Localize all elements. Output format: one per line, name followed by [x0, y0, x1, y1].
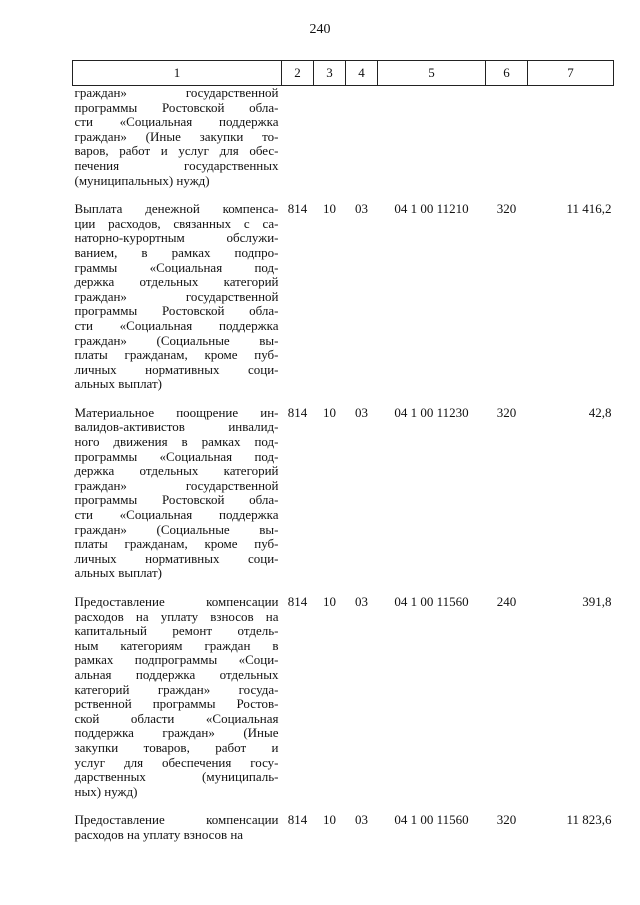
expense-type-code: 320	[496, 404, 517, 420]
description-line: капитальный ремонт отдель-	[74, 623, 279, 639]
row-description	[73, 595, 282, 813]
section-code: 10	[323, 812, 336, 828]
subsection-code: 03	[355, 404, 368, 420]
table-row	[73, 595, 614, 813]
amount: 11 823,6	[566, 812, 612, 828]
description-line: поддержка граждан» (Иные	[74, 725, 279, 741]
column-header: 2	[282, 61, 314, 86]
description-line: дарственных (муниципаль-	[74, 769, 279, 785]
subsection-code: 03	[355, 812, 368, 828]
description-line: Материальное поощрение ин-	[74, 404, 279, 420]
table-row	[73, 202, 614, 406]
expense-type-code	[486, 86, 528, 203]
description-line: программы Ростовской обла-	[74, 492, 279, 508]
ministry-code: 814	[287, 404, 308, 420]
subsection-code: 03	[355, 201, 368, 217]
budget-table	[72, 60, 614, 843]
section-code: 10	[323, 594, 336, 609]
description-line: (муниципальных) нужд)	[74, 172, 210, 188]
row-description	[73, 202, 282, 406]
column-header: 6	[486, 61, 528, 86]
description-line: личных нормативных соци-	[74, 361, 279, 377]
amount: 11 416,2	[566, 201, 612, 217]
description-line: закупки товаров, работ и	[74, 739, 279, 755]
description-line: альных выплат)	[74, 565, 163, 581]
description-line: категорий граждан» госуда-	[74, 681, 279, 697]
amount: 42,8	[588, 404, 612, 420]
description-line: рственной программы Ростов-	[74, 696, 279, 712]
description-line: Предоставление компенсации	[74, 812, 279, 828]
description-line: ской области «Социальная	[74, 710, 279, 726]
description-line: ных) нужд)	[74, 783, 138, 799]
description-line: программы «Социальная под-	[74, 448, 279, 464]
description-line: печения государственных	[74, 157, 279, 173]
description-line: граждан» государственной	[74, 85, 279, 100]
row-description	[73, 813, 282, 842]
description-line: граждан» государственной	[74, 288, 279, 304]
ministry-code: 814	[287, 812, 308, 828]
target-article-code: 04 1 00 11210	[394, 201, 469, 217]
ministry-code: 814	[287, 201, 308, 217]
description-line: Предоставление компенсации	[74, 594, 279, 609]
description-line: ным категориям граждан в	[74, 637, 279, 653]
row-description	[73, 86, 282, 203]
column-header: 5	[378, 61, 486, 86]
description-line: услуг для обеспечения госу-	[74, 754, 279, 770]
description-line: сти «Социальная поддержка	[74, 507, 279, 523]
column-header: 4	[346, 61, 378, 86]
description-line: граммы «Социальная под-	[74, 259, 279, 275]
amount: 391,8	[582, 594, 612, 609]
ministry-code	[282, 86, 314, 203]
page-number: 240	[309, 22, 331, 37]
description-line: наторно-курортным обслужи-	[74, 230, 279, 246]
description-line: сти «Социальная поддержка	[74, 317, 279, 333]
description-line: программы Ростовской обла-	[74, 99, 279, 115]
table-row	[73, 813, 614, 842]
description-line: держка отдельных категорий	[74, 463, 279, 479]
row-description	[73, 406, 282, 595]
description-line: валидов-активистов инвалид-	[74, 419, 279, 435]
description-line: рамках подпрограммы «Соци-	[74, 652, 279, 668]
target-article-code: 04 1 00 11560	[394, 812, 469, 828]
section-code: 10	[323, 404, 336, 420]
description-line: расходов на уплату взносов на	[74, 608, 279, 624]
target-article-code: 04 1 00 11560	[394, 594, 469, 609]
subsection-code	[346, 86, 378, 203]
column-header: 3	[314, 61, 346, 86]
expense-type-code: 240	[496, 594, 517, 609]
description-line: граждан» (Социальные вы-	[74, 521, 279, 537]
description-line: варов, работ и услуг для обес-	[74, 143, 279, 159]
section-code	[314, 86, 346, 203]
ministry-code: 814	[287, 594, 308, 609]
table-row	[73, 86, 614, 203]
header-row	[73, 61, 614, 86]
expense-type-code: 320	[496, 201, 517, 217]
amount	[528, 86, 614, 203]
table-row	[73, 406, 614, 595]
column-header: 7	[528, 61, 614, 86]
section-code: 10	[323, 201, 336, 217]
description-line: граждан» (Социальные вы-	[74, 332, 279, 348]
description-line: ванием, в рамках подпро-	[74, 244, 279, 260]
description-line: граждан» (Иные закупки то-	[74, 128, 279, 144]
description-line: программы Ростовской обла-	[74, 303, 279, 319]
column-header: 1	[73, 61, 282, 86]
description-line: личных нормативных соци-	[74, 550, 279, 566]
target-article-code	[378, 86, 486, 203]
description-line: платы гражданам, кроме пуб-	[74, 536, 279, 552]
expense-type-code: 320	[496, 812, 517, 828]
description-line: граждан» государственной	[74, 477, 279, 493]
description-line: сти «Социальная поддержка	[74, 114, 279, 130]
description-line: держка отдельных категорий	[74, 274, 279, 290]
target-article-code: 04 1 00 11230	[394, 404, 469, 420]
subsection-code: 03	[355, 594, 368, 609]
description-line: расходов на уплату взносов на	[74, 826, 244, 842]
description-line: ции расходов, связанных с са-	[74, 215, 279, 231]
description-line: альных выплат)	[74, 376, 163, 392]
description-line: ного движения в рамках под-	[74, 434, 279, 450]
description-line: альная поддержка отдельных	[74, 666, 279, 682]
description-line: Выплата денежной компенса-	[74, 201, 279, 217]
description-line: платы гражданам, кроме пуб-	[74, 347, 279, 363]
